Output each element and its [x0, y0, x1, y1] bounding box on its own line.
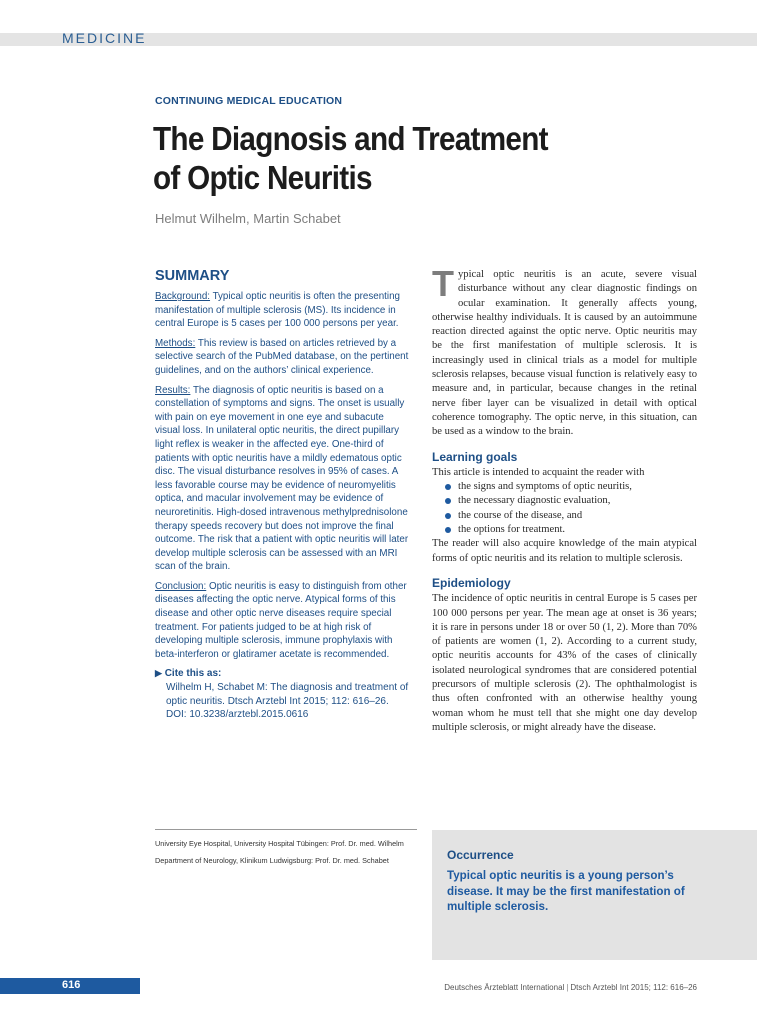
journal-citation: Dtsch Arztebl Int 2015; 112: 616–26 [570, 983, 697, 992]
summary-heading: SUMMARY [155, 268, 230, 284]
summary-label: Background: [155, 291, 211, 302]
summary-text: The diagnosis of optic neuritis is based on a constellation of symptoms and signs. The onset is usually with pain on eye movement in one eye and subacute visual loss. In unilateral optic neuritis, the direct pupillary light reflex is weaker in the affected eye. One-third of patients with optic neuritis have a mildly edematous optic disc. The visual disturbance resolves in 95% of cases. A less favorable course may be evidence of neuromyelitis optica, and macular involvement may be evidence of neuroretinitis. High-dosed intravenous methylprednisolone therapy speeds recovery but does not improve the final outcome. The risk that a patient with optic neuritis will later develop multiple sclerosis can be assessed with an MRI scan of the brain. [155, 384, 409, 573]
footer-separator: | [566, 983, 569, 992]
affiliation-line: University Eye Hospital, University Hospital Tübingen: Prof. Dr. med. Wilhelm [155, 839, 404, 848]
list-item: the necessary diagnostic evaluation, [432, 494, 697, 508]
summary-results [155, 384, 410, 574]
epidemiology-heading: Epidemiology [432, 575, 511, 590]
summary-text: Optic neuritis is easy to distinguish from other diseases affecting the optic nerve. Atypical forms of this disease and other optic nerve diseases require special treatment. For patients judged to be at high risk of developing multiple sclerosis, immune prophylaxis with beta-interferon or glatiramer acetate is recommended. [155, 580, 407, 660]
section-label: MEDICINE [62, 30, 147, 46]
epidemiology-text: The incidence of optic neuritis in central Europe is 5 cases per 100 000 persons per year. The mean age at onset is 36 years; it is rare in persons under 18 or over 50 (1, 2). More than 70% of patients are women (1, 2). According to a current study, optic neuritis accounts for 43% of the cases of clinically isolated neurological syndromes that are considered potential precursors of multiple sclerosis (2). The ophthalmologist is thus often confronted with an otherwise healthy young woman whom he must tell that she might one day develop multiple sclerosis, or might already have the disease. [432, 593, 697, 733]
summary-label: Results: [155, 384, 191, 396]
cite-title [155, 667, 415, 681]
intro-paragraph [432, 263, 697, 440]
learning-goals-heading: Learning goals [432, 449, 518, 464]
summary-background [155, 290, 410, 331]
learning-goals-list [432, 480, 697, 537]
affiliations [155, 835, 425, 869]
summary-text: This review is based on articles retrieved by a selective search of the PubMed database, on the pertinent guidelines, and on the authors’ clinical experience. [155, 337, 409, 376]
triangle-right-icon: ▶ [155, 668, 162, 679]
title-line-1: The Diagnosis and Treatment [153, 120, 548, 157]
intro-text: ypical optic neuritis is an acute, severe visual disturbance without any clear diagnostic findings on ocular examination. It generally affects young, otherwise healthy individuals. It is caused by an autoimmune reaction directed against the optic nerve. Optic neuritis may be the first manifestation of multiple sclerosis. It is increasingly used in clinical trials as a model for multiple sclerosis relapses, because visual function is relatively easy to measure and, in particular, because changes in the retinal nerve fiber layer can be visualized in detail with optical coherence tomography. The optic nerve, in this situation, can be used as a window to the brain. [432, 269, 697, 438]
article-title [153, 119, 576, 197]
summary-text: Typical optic neuritis is often the presenting manifestation of multiple sclerosis (MS). Its incidence in central Europe is 5 cases per 100 000 persons per year. [155, 291, 400, 330]
summary-label: Methods: [155, 337, 196, 349]
list-item: the options for treatment. [432, 523, 697, 537]
article-kicker: CONTINUING MEDICAL EDUCATION [155, 95, 343, 107]
list-item: the course of the disease, and [432, 509, 697, 523]
authors: Helmut Wilhelm, Martin Schabet [155, 211, 341, 226]
summary-methods [155, 337, 410, 378]
title-line-2: of Optic Neuritis [153, 159, 372, 196]
occurrence-heading: Occurrence [447, 848, 514, 862]
cite-title-text: Cite this as: [164, 668, 222, 680]
cite-body [155, 681, 415, 722]
cite-line: Wilhelm H, Schabet M: The diagnosis and treatment of [166, 682, 409, 694]
summary-label: Conclusion: [155, 580, 207, 592]
body-column [432, 263, 697, 735]
occurrence-text: Typical optic neuritis is a young person’s disease. It may be the first manifestation of multiple sclerosis. [447, 869, 685, 913]
footer-citation [440, 983, 697, 992]
cite-line: optic neuritis. Dtsch Arztebl Int 2015; 112: 616–26. [166, 695, 389, 707]
summary-column [155, 268, 415, 722]
list-item: the signs and symptoms of optic neuritis, [432, 480, 697, 494]
affiliation-line: Department of Neurology, Klinikum Ludwigsburg: Prof. Dr. med. Schabet [155, 856, 389, 865]
goals-intro: This article is intended to acquaint the reader with [432, 466, 645, 478]
goals-outro: The reader will also acquire knowledge of the main atypical forms of optic neuritis and its relation to multiple sclerosis. [432, 538, 697, 564]
affiliation-divider [155, 829, 417, 830]
cite-doi[interactable]: DOI: 10.3238/arztebl.2015.0616 [166, 709, 309, 721]
page-number: 616 [62, 979, 81, 991]
dropcap: T [432, 263, 454, 304]
journal-name: Deutsches Ärzteblatt International [444, 983, 565, 992]
summary-conclusion [155, 580, 410, 662]
cite-block [155, 667, 415, 721]
